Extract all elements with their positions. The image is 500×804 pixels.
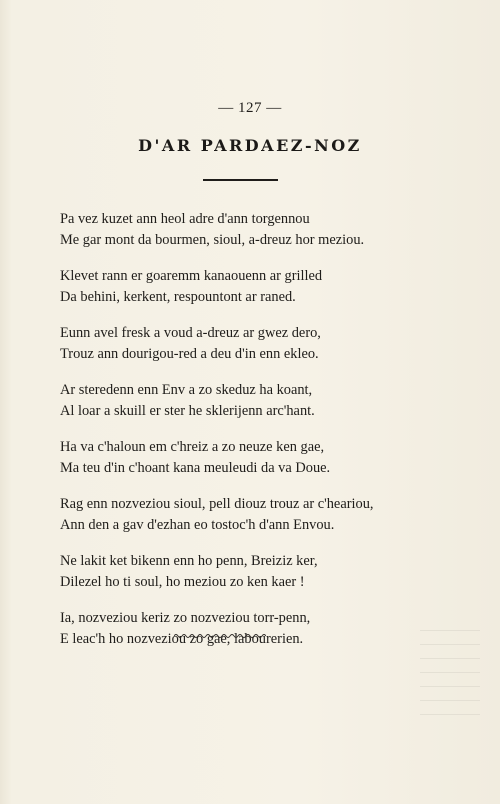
verse-line: Al loar a skuill er ster he sklerijenn arc'hant. xyxy=(60,403,315,419)
verse-line: Ma teu d'in c'hoant kana meuleudi da va Doue. xyxy=(60,460,331,476)
verse-line: Trouz ann dourigou-red a deu d'in enn ekleo. xyxy=(60,346,319,362)
page-number: — 127 — xyxy=(218,100,282,116)
verse-line: Eunn avel fresk a voud a-dreuz ar gwez dero, xyxy=(60,325,321,341)
title-rule xyxy=(203,179,278,181)
verse-line: Klevet rann er goaremm kanaouenn ar grilled xyxy=(60,268,323,284)
poem-title: D'AR PARDAEZ-NOZ xyxy=(138,136,362,155)
verse-line: Pa vez kuzet ann heol adre d'ann torgennou xyxy=(60,211,310,227)
poem-body xyxy=(60,209,460,665)
stanza xyxy=(60,494,460,536)
verse-line: Ia, nozveziou keriz zo nozveziou torr-penn, xyxy=(60,610,311,626)
verse-line: Rag enn nozveziou sioul, pell diouz trouz ar c'heariou, xyxy=(60,496,374,512)
stanza xyxy=(60,437,460,479)
verse-line: Ann den a gav d'ezhan eo tostoc'h d'ann Envou. xyxy=(60,517,335,533)
verse-line: Ar steredenn enn Env a zo skeduz ha koant, xyxy=(60,382,313,398)
stanza xyxy=(60,608,460,650)
verse-line: Ne lakit ket bikenn enn ho penn, Breiziz ker, xyxy=(60,553,318,569)
verse-line: Ha va c'haloun em c'hreiz a zo neuze ken gae, xyxy=(60,439,325,455)
wavy-ornament xyxy=(174,632,266,640)
stanza xyxy=(60,209,460,251)
stanza xyxy=(60,266,460,308)
verse-line: Me gar mont da bourmen, sioul, a-dreuz hor meziou. xyxy=(60,232,365,248)
stanza xyxy=(60,551,460,593)
stanza xyxy=(60,323,460,365)
show-through-text xyxy=(420,630,480,720)
verse-line: Dilezel ho ti soul, ho meziou zo ken kaer ! xyxy=(60,574,305,590)
verse-line: E leac'h ho nozveziou zo gae, labourerien. xyxy=(60,631,304,647)
stanza xyxy=(60,380,460,422)
verse-line: Da behini, kerkent, respountont ar raned. xyxy=(60,289,296,305)
